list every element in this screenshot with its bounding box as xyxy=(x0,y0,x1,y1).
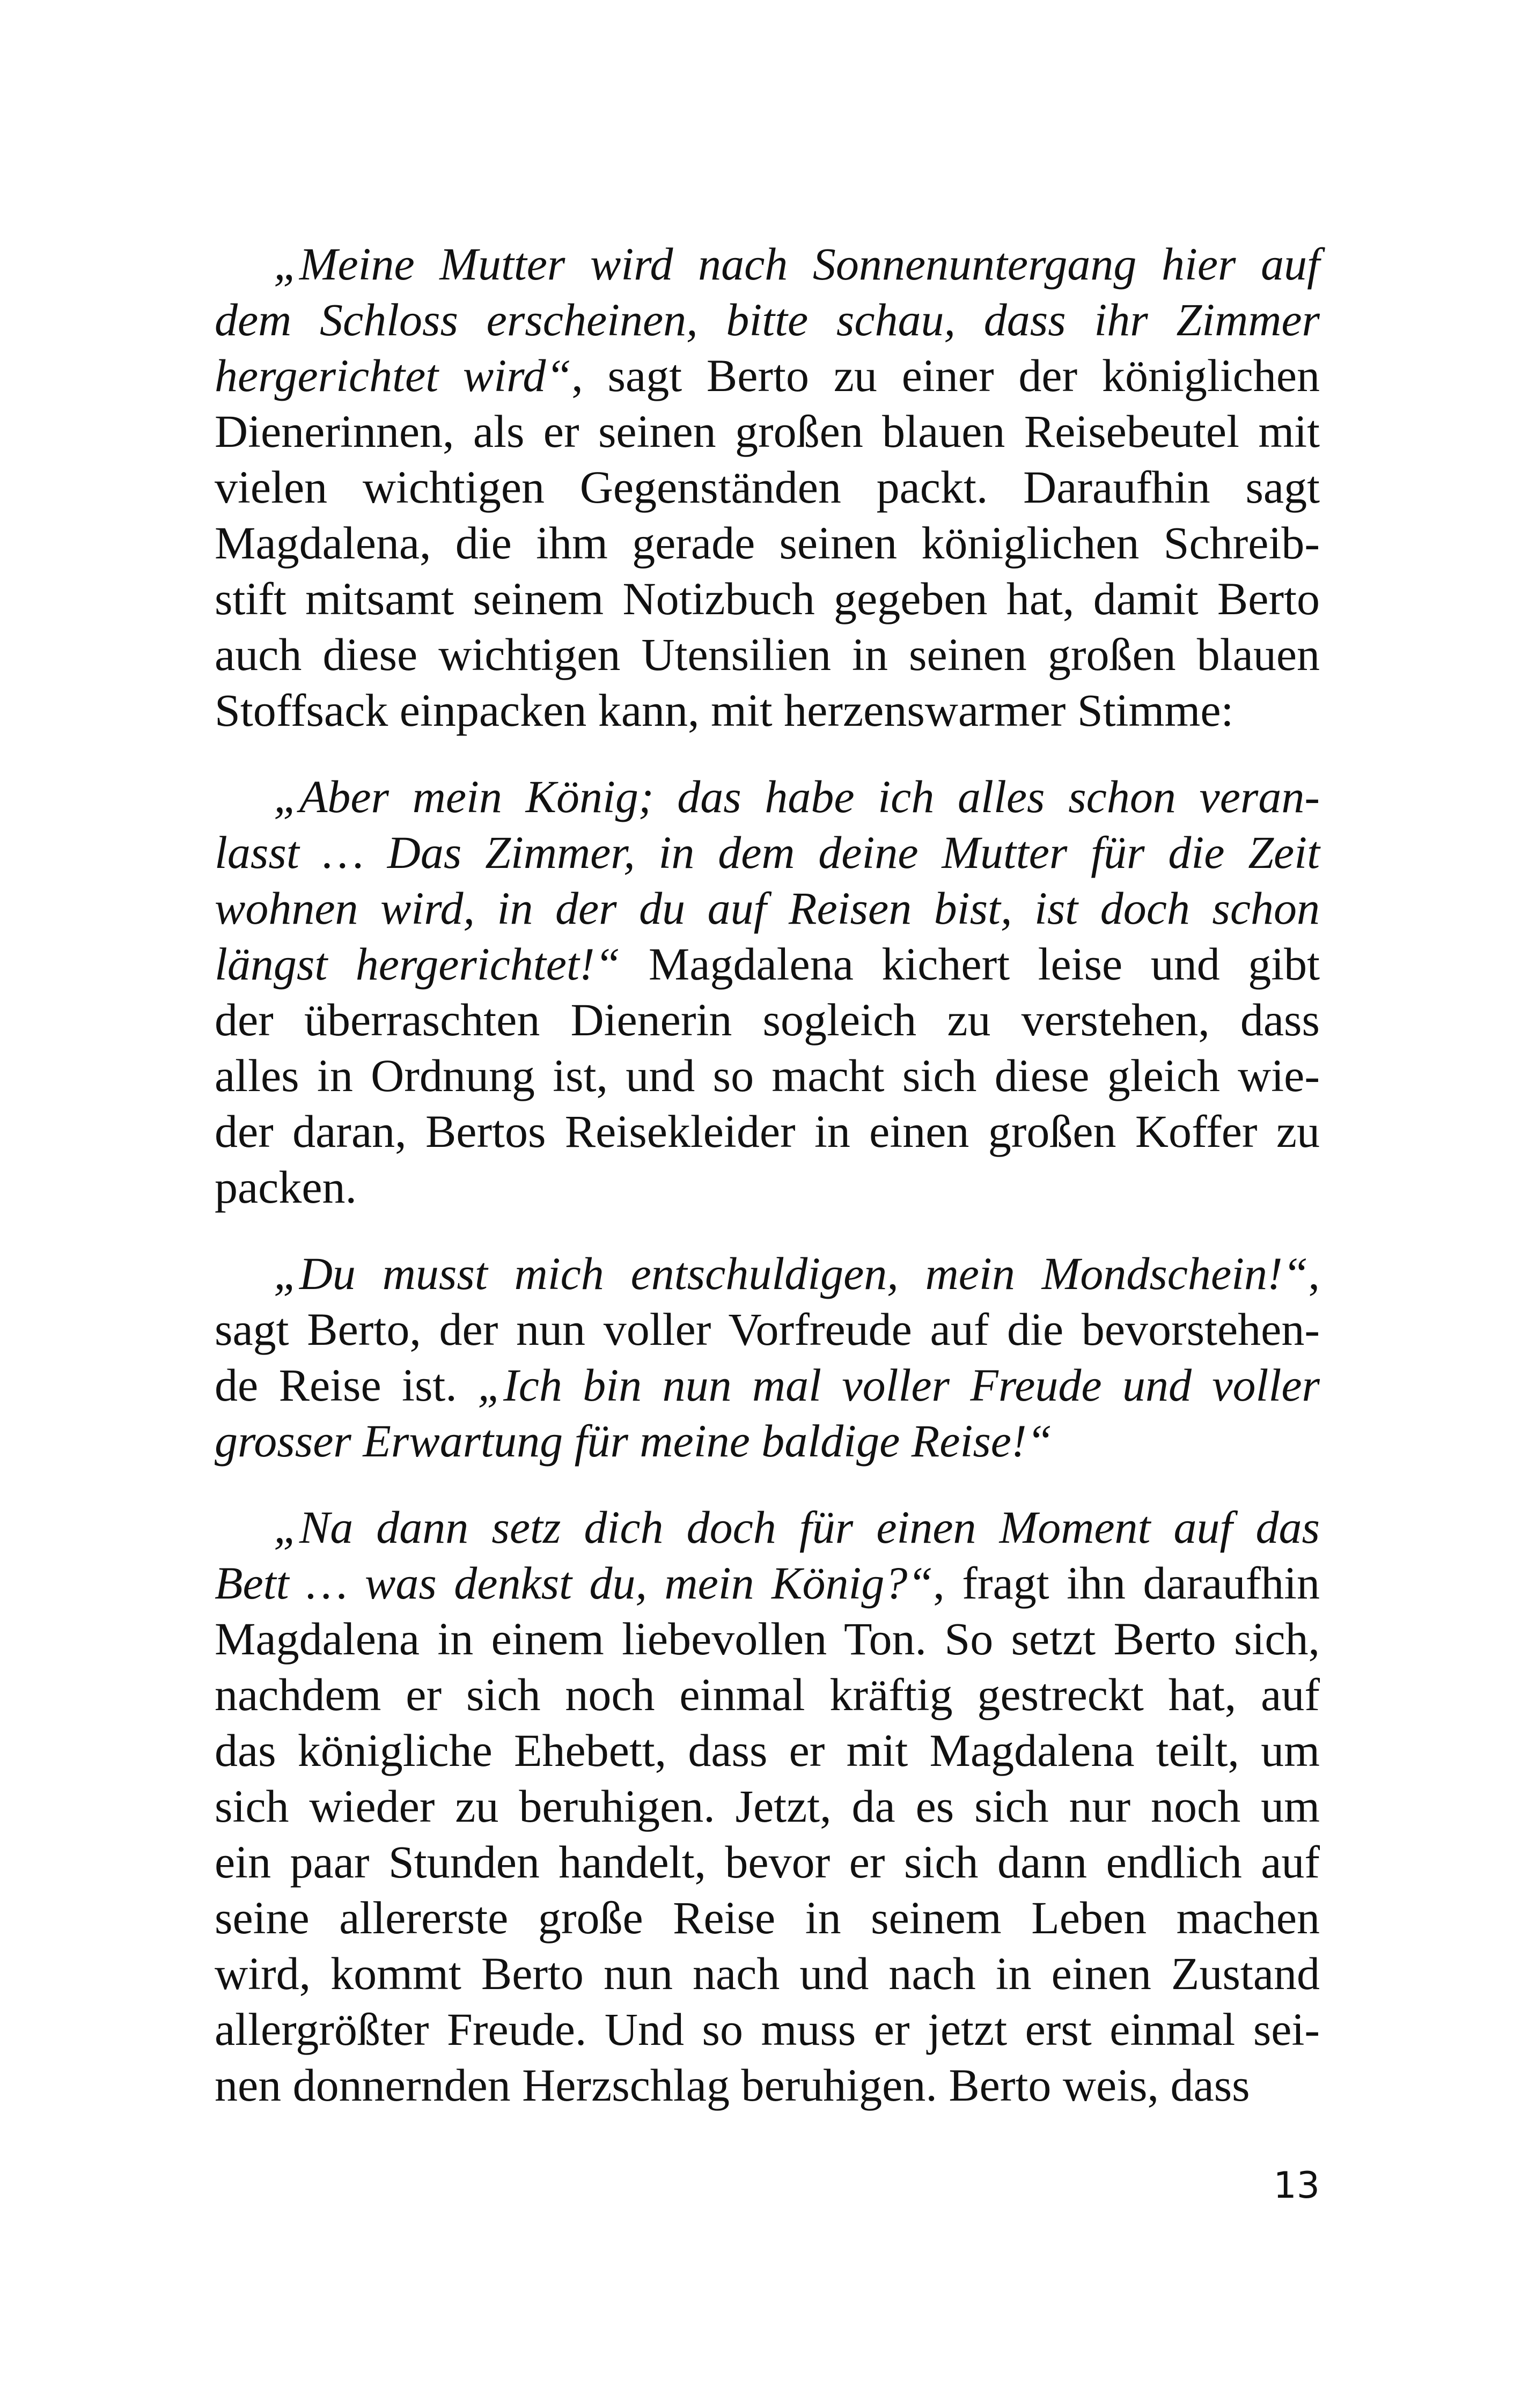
text-segment: de Reise ist. xyxy=(215,1359,478,1411)
italic-segment: lasst … Das Zimmer, in dem deine Mutter für die Zeit xyxy=(215,827,1320,878)
text-line xyxy=(215,1834,1320,1890)
text-segment: , xyxy=(1308,1248,1320,1299)
paragraph xyxy=(215,1499,1320,2113)
text-segment: das königliche Ehebett, dass er mit Magdalena teilt, um xyxy=(215,1725,1320,1776)
text-segment: auch diese wichtigen Utensilien in seinen großen blauen xyxy=(215,629,1320,680)
text-segment: , fragt ihn daraufhin xyxy=(933,1557,1320,1609)
text-line xyxy=(215,571,1320,627)
paragraph xyxy=(215,236,1320,738)
text-segment: alles in Ordnung ist, und so macht sich diese gleich wie- xyxy=(215,1050,1320,1101)
text-line xyxy=(215,1722,1320,1778)
italic-segment: „Aber mein König; das habe ich alles schon veran- xyxy=(274,771,1320,822)
text-line xyxy=(215,348,1320,403)
text-segment: allergrößter Freude. Und so muss er jetzt erst einmal sei- xyxy=(215,2004,1320,2055)
text-line xyxy=(215,627,1320,682)
text-line xyxy=(215,1301,1320,1357)
text-line xyxy=(215,1778,1320,1834)
text-line xyxy=(215,403,1320,459)
text-segment: nachdem er sich noch einmal kräftig gestreckt hat, auf xyxy=(215,1669,1320,1720)
text-segment: Stoffsack einpacken kann, mit herzenswarmer Stimme: xyxy=(215,684,1234,736)
text-segment: sich wieder zu beruhigen. Jetzt, da es sich nur noch um xyxy=(215,1780,1320,1832)
text-line xyxy=(215,1555,1320,1611)
italic-segment: längst hergerichtet!“ xyxy=(215,938,621,990)
text-segment: packen. xyxy=(215,1161,357,1213)
italic-segment: grosser Erwartung für meine baldige Reise!“ xyxy=(215,1415,1053,1467)
text-line xyxy=(215,1103,1320,1159)
text-line xyxy=(215,1611,1320,1667)
text-line xyxy=(215,936,1320,992)
text-line xyxy=(215,1946,1320,2001)
text-line xyxy=(215,880,1320,936)
paragraph xyxy=(215,769,1320,1215)
text-line xyxy=(215,682,1320,738)
text-line xyxy=(215,236,1320,292)
text-segment: Magdalena, die ihm gerade seinen königlichen Schreib- xyxy=(215,517,1320,569)
text-line xyxy=(215,2057,1320,2113)
text-line xyxy=(215,824,1320,880)
text-segment: Dienerinnen, als er seinen großen blauen Reisebeutel mit xyxy=(215,406,1320,457)
text-line xyxy=(215,1048,1320,1103)
text-line xyxy=(215,459,1320,515)
text-segment: wird, kommt Berto nun nach und nach in einen Zustand xyxy=(215,1948,1320,1999)
italic-segment: „Meine Mutter wird nach Sonnenuntergang hier auf xyxy=(274,238,1320,290)
text-line xyxy=(215,1890,1320,1946)
text-line xyxy=(215,2001,1320,2057)
text-segment: Magdalena kichert leise und gibt xyxy=(620,938,1320,990)
text-line xyxy=(215,1413,1320,1469)
text-line xyxy=(215,1159,1320,1215)
page-number: 13 xyxy=(1273,2164,1320,2207)
text-line xyxy=(215,515,1320,571)
text-segment: seine allererste große Reise in seinem Leben machen xyxy=(215,1892,1320,1943)
text-segment: ein paar Stunden handelt, bevor er sich dann endlich auf xyxy=(215,1836,1320,1888)
italic-segment: „Du musst mich entschuldigen, mein Mondschein!“ xyxy=(274,1248,1309,1299)
paragraph xyxy=(215,1246,1320,1469)
text-segment: nen donnernden Herzschlag beruhigen. Berto weis, dass xyxy=(215,2059,1250,2111)
text-segment: Magdalena in einem liebevollen Ton. So setzt Berto sich, xyxy=(215,1613,1320,1665)
text-segment: stift mitsamt seinem Notizbuch gegeben hat, damit Berto xyxy=(215,573,1320,624)
text-segment: der daran, Bertos Reisekleider in einen großen Koffer zu xyxy=(215,1106,1320,1157)
text-line xyxy=(215,1667,1320,1722)
italic-segment: dem Schloss erscheinen, bitte schau, dass ihr Zimmer xyxy=(215,294,1320,345)
text-segment: vielen wichtigen Gegenständen packt. Daraufhin sagt xyxy=(215,461,1320,513)
text-segment: der überraschten Dienerin sogleich zu verstehen, dass xyxy=(215,994,1320,1045)
text-line xyxy=(215,1246,1320,1301)
text-segment: , sagt Berto zu einer der königlichen xyxy=(571,350,1320,401)
text-line xyxy=(215,1357,1320,1413)
text-segment: sagt Berto, der nun voller Vorfreude auf die bevorstehen- xyxy=(215,1304,1320,1355)
text-line xyxy=(215,769,1320,824)
text-line xyxy=(215,1499,1320,1555)
italic-segment: hergerichtet wird“ xyxy=(215,350,572,401)
text-line xyxy=(215,992,1320,1048)
text-line xyxy=(215,292,1320,348)
italic-segment: „Ich bin nun mal voller Freude und voller xyxy=(477,1359,1320,1411)
italic-segment: „Na dann setz dich doch für einen Moment auf das xyxy=(274,1501,1320,1553)
italic-segment: Bett … was denkst du, mein König?“ xyxy=(215,1557,934,1609)
body-text xyxy=(215,236,1320,2113)
italic-segment: wohnen wird, in der du auf Reisen bist, ist doch schon xyxy=(215,882,1320,934)
